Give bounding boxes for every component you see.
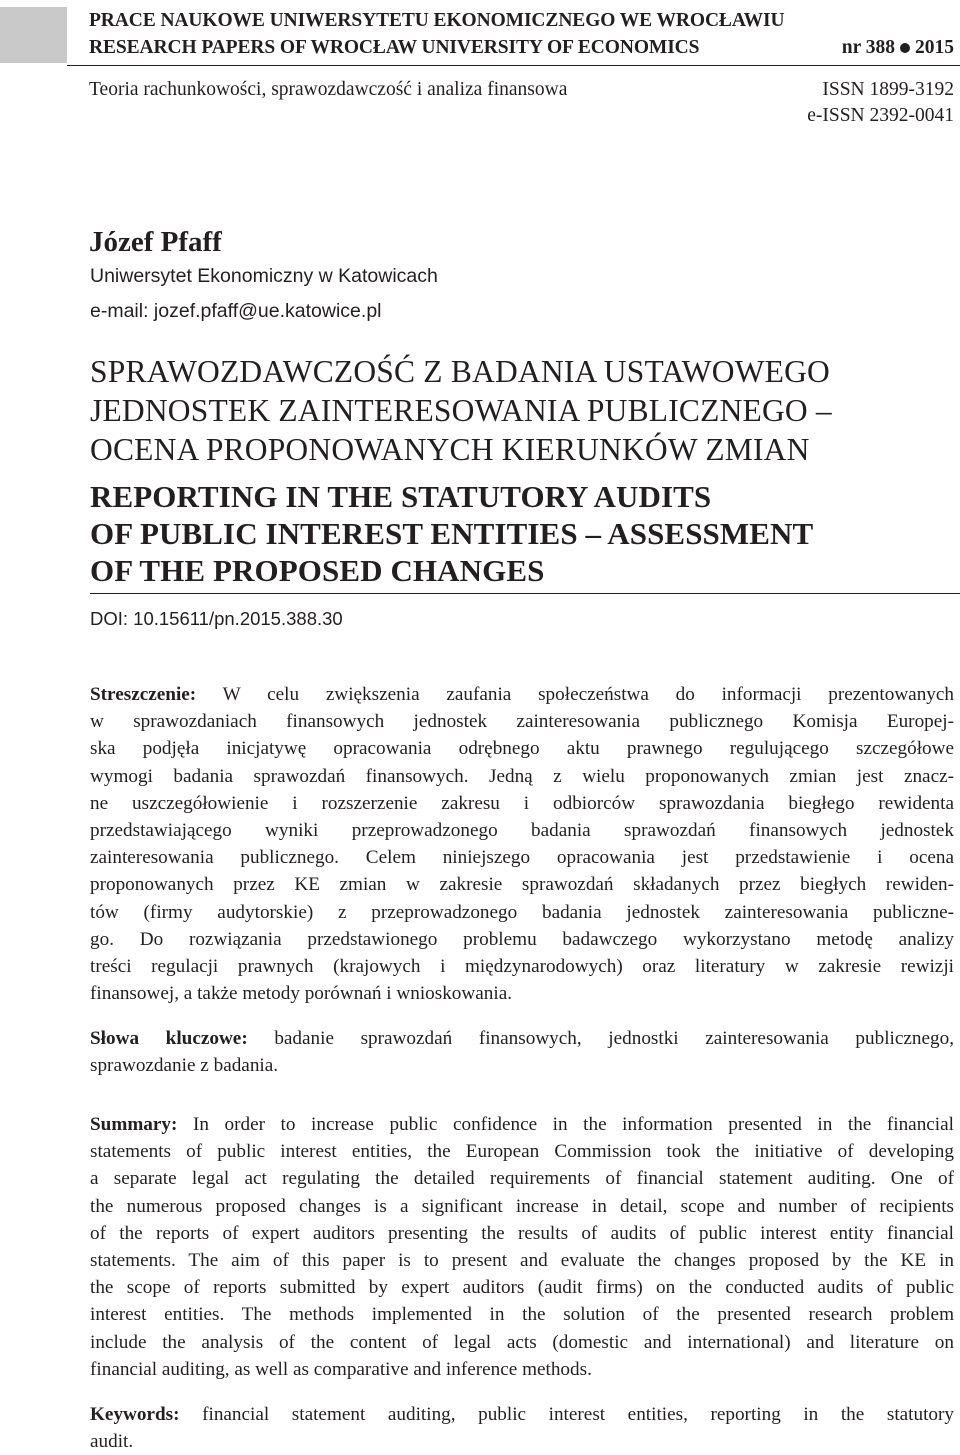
keywords-en: Keywords: financial statement auditing, public interest entities, reporting in the statutory audit.	[90, 1404, 954, 1453]
series-title-pl: PRACE NAUKOWE UNIWERSYTETU EKONOMICZNEGO WE WROCŁAWIU	[89, 10, 785, 31]
keywords-pl: Słowa kluczowe: badanie sprawozdań finansowych, jednostki zainteresowania publicznego, sprawozdanie z badania.	[90, 1028, 954, 1077]
abstract-pl-label: Streszczenie:	[90, 684, 197, 705]
title-rule	[90, 593, 960, 594]
title-en-line-1: REPORTING IN THE STATUTORY AUDITS	[90, 479, 712, 514]
abstract-pl: Streszczenie: W celu zwiększenia zaufania społeczeństwa do informacji prezentowanych w sprawozdaniach finansowych jednostek zainteresowania publicznego Komisja Europej- ska podjęła inicjatywę opracowania odrębnego aktu prawnego regulującego szczegółowe wymogi badania sprawozdań finansowych. Jedną z wielu proponowanych zmian jest znacz- ne uszczegółowienie i rozszerzenie zakresu i odbiorców sprawozdania biegłego rewidenta przedstawiającego wyniki przeprowadzonego badania sprawozdań finansowych jednostek zainteresowania publicznego. Celem niniejszego opracowania jest przedstawienie i ocena proponowanych przez KE zmian w zakresie sprawozdań składanych przez biegłych rewiden- tów (firmy audytorskie) z przeprowadzonego badania jednostek zainteresowania publiczne- go. Do rozwiązania przedstawionego problemu badawczego wykorzystano metodę analizy treści regulacji prawnych (krajowych i międzynarodowych) oraz literatury w zakresie rewizji finansowej, a także metody porównań i wnioskowania.	[90, 684, 954, 1005]
abstract-en-label: Summary:	[90, 1114, 178, 1135]
series-title-en: RESEARCH PAPERS OF WROCŁAW UNIVERSITY OF ECONOMICS	[89, 37, 700, 58]
title-pl-line-3: OCENA PROPONOWANYCH KIERUNKÓW ZMIAN	[90, 432, 810, 467]
author-name: Józef Pfaff	[89, 226, 222, 258]
doi: DOI: 10.15611/pn.2015.388.30	[90, 608, 343, 629]
issue-number: nr 388	[841, 37, 895, 58]
issn: ISSN 1899-3192	[822, 79, 954, 100]
title-pl-line-2: JEDNOSTEK ZAINTERESOWANIA PUBLICZNEGO –	[90, 393, 832, 428]
eissn: e-ISSN 2392-0041	[807, 105, 954, 126]
journal-title: Teoria rachunkowości, sprawozdawczość i analiza finansowa	[89, 79, 568, 100]
series-gray-block	[0, 7, 67, 63]
issue-year: 2015	[915, 37, 954, 58]
keywords-en-label: Keywords:	[90, 1404, 180, 1425]
author-affiliation: Uniwersytet Ekonomiczny w Katowicach	[90, 265, 438, 287]
abstract-en: Summary: In order to increase public confidence in the information presented in the financial statements of public interest entities, the European Commission took the initiative of developing a separate legal act regulating the detailed requirements of financial statement auditing. One of the numerous proposed changes is a significant increase in detail, scope and number of recipients of the reports of expert auditors presenting the results of audits of public interest entity financial statements. The aim of this paper is to present and evaluate the changes proposed by the KE in the scope of reports submitted by expert auditors (audit firms) on the conducted audits of public interest entities. The methods implemented in the solution of the presented research problem include the analysis of the content of legal acts (domestic and international) and literature on financial auditing, as well as comparative and inference methods.	[90, 1114, 954, 1380]
title-en-line-2: OF PUBLIC INTEREST ENTITIES – ASSESSMENT	[90, 516, 814, 551]
bullet-icon	[900, 43, 910, 53]
title-pl-line-1: SPRAWOZDAWCZOŚĆ Z BADANIA USTAWOWEGO	[90, 354, 830, 389]
issue-info	[842, 37, 954, 59]
author-email: e-mail: jozef.pfaff@ue.katowice.pl	[90, 300, 382, 322]
title-en-line-3: OF THE PROPOSED CHANGES	[90, 553, 545, 588]
keywords-pl-label: Słowa kluczowe:	[90, 1028, 248, 1049]
header-rule	[67, 65, 960, 66]
